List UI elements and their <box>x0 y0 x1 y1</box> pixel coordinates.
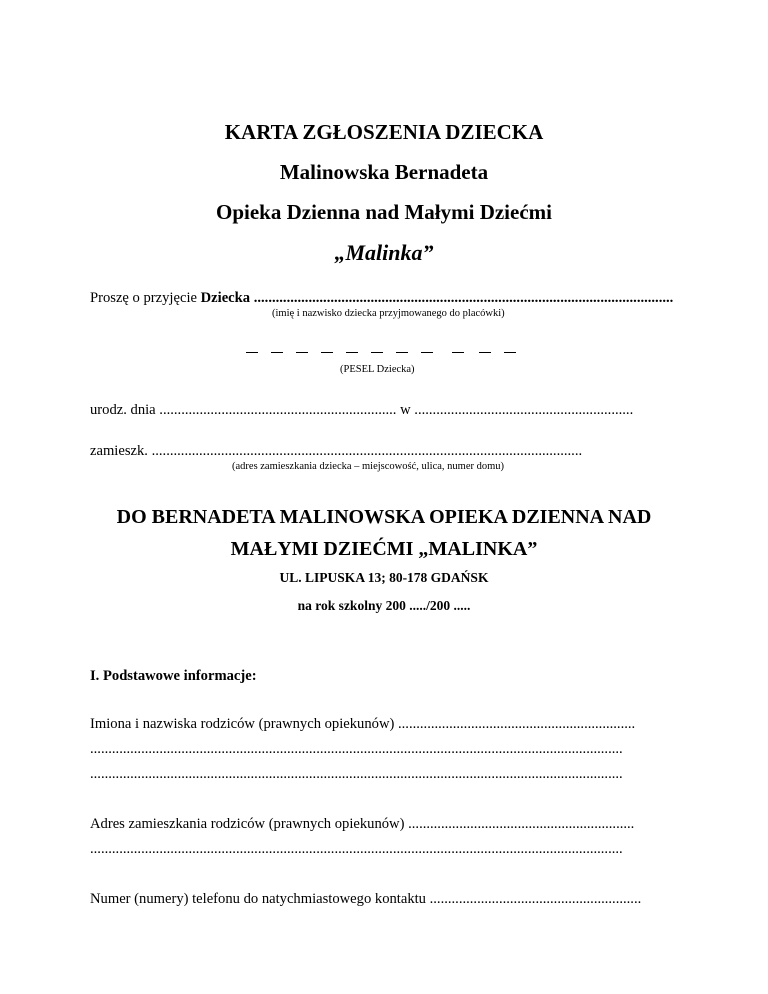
parents-names-label: Imiona i nazwiska rodziców (prawnych opiekunów) <box>90 716 395 732</box>
pesel-digit <box>479 352 491 353</box>
residence-line <box>90 443 678 460</box>
pesel-digit <box>371 352 383 353</box>
pesel-digit <box>271 352 283 353</box>
child-name-line <box>90 290 678 307</box>
pesel-digit <box>346 352 358 353</box>
request-label-bold: Dziecka <box>200 290 251 306</box>
parents-address-field-2[interactable]: .................................................................................................................................................. <box>90 841 623 857</box>
residence-field[interactable]: ...................................................................................................................... <box>147 443 583 459</box>
facility-brand: „Malinka” <box>334 240 434 265</box>
birth-date-field[interactable]: ................................................................. <box>155 402 401 418</box>
recipient-line-1: DO BERNADETA MALINOWSKA OPIEKA DZIENNA NAD <box>116 506 652 528</box>
parents-names-line <box>90 716 678 733</box>
pesel-digit <box>504 352 516 353</box>
facility-name: Opieka Dzienna nad Małymi Dziećmi <box>216 200 552 224</box>
residence-label: zamieszk. <box>90 443 148 459</box>
phone-field[interactable]: .......................................................... <box>425 891 642 907</box>
pesel-digit <box>396 352 408 353</box>
child-name-hint: (imię i nazwisko dziecka przyjmowanego do placówki) <box>272 308 505 319</box>
birth-line <box>90 402 678 419</box>
pesel-digit <box>321 352 333 353</box>
request-label: Proszę o przyjęcie <box>90 290 201 306</box>
pesel-digit <box>246 352 258 353</box>
residence-hint: (adres zamieszkania dziecka – miejscowość, ulica, numer domu) <box>232 461 505 472</box>
pesel-digit <box>296 352 308 353</box>
child-name-field[interactable]: ................................................................................................................... <box>250 290 674 306</box>
parents-address-field[interactable]: .............................................................. <box>404 816 635 832</box>
birth-place-field[interactable]: ............................................................ <box>410 402 634 418</box>
parents-address-label: Adres zamieszkania rodziców (prawnych opiekunów) <box>90 816 405 832</box>
document-title: KARTA ZGŁOSZENIA DZIECKA <box>224 120 544 144</box>
parents-names-field[interactable]: ................................................................. <box>394 716 636 732</box>
recipient-address: UL. LIPUSKA 13; 80-178 GDAŃSK <box>279 570 489 585</box>
school-year: na rok szkolny 200 ...../200 ..... <box>297 598 471 613</box>
parents-names-field-2[interactable]: .................................................................................................................................................. <box>90 741 623 757</box>
pesel-digit <box>452 352 464 353</box>
section-heading: I. Podstawowe informacje: <box>90 668 257 684</box>
phone-line <box>90 891 678 908</box>
pesel-digit <box>421 352 433 353</box>
birth-date-label: urodz. dnia <box>90 402 156 418</box>
parents-address-line <box>90 816 678 833</box>
pesel-hint: (PESEL Dziecka) <box>340 364 415 375</box>
owner-name: Malinowska Bernadeta <box>279 160 489 184</box>
phone-label: Numer (numery) telefonu do natychmiastowego kontaktu <box>90 891 426 907</box>
recipient-line-2: MAŁYMI DZIEĆMI „MALINKA” <box>230 538 538 560</box>
birth-place-label: w <box>400 402 411 418</box>
parents-names-field-3[interactable]: .................................................................................................................................................. <box>90 766 623 782</box>
